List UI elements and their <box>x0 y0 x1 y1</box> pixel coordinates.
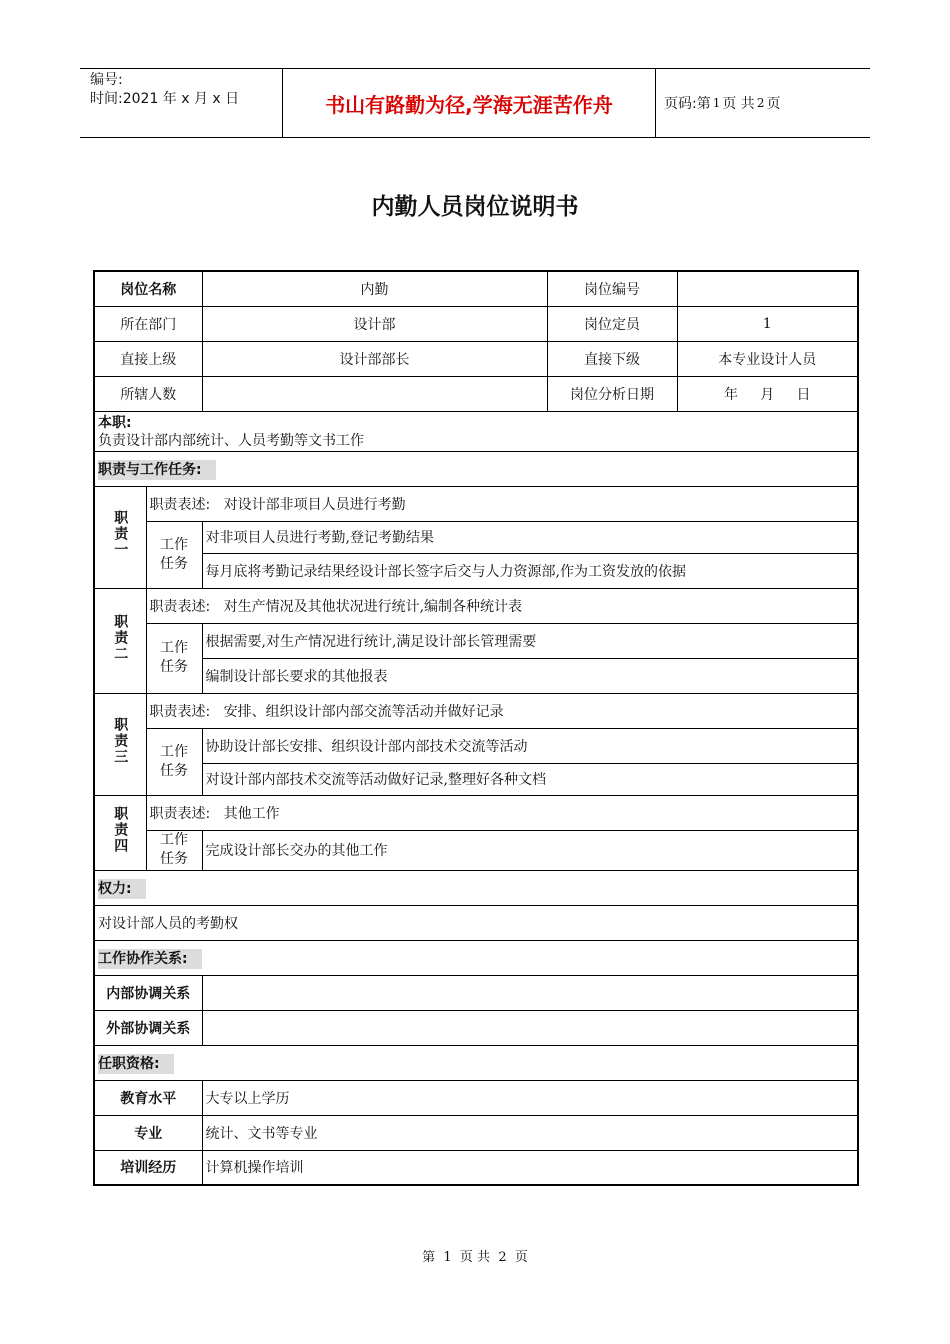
duty-3-name <box>94 693 146 795</box>
position-name-label: 岗位名称 <box>94 271 202 306</box>
duty-2-desc <box>146 588 858 623</box>
header-page-info <box>654 69 870 137</box>
superior-value: 设计部部长 <box>202 341 547 376</box>
education-value: 大专以上学历 <box>202 1080 858 1115</box>
duty-1-task-1: 对非项目人员进行考勤,登记考勤结果 <box>202 521 858 553</box>
power-text: 对设计部人员的考勤权 <box>94 905 858 940</box>
page-number: 1 <box>712 96 721 110</box>
job-description-table <box>93 270 859 1186</box>
duty-1-desc <box>146 486 858 521</box>
document-number: 编号: <box>90 72 123 88</box>
analysis-date-label: 岗位分析日期 <box>547 376 677 411</box>
page-suffix: 页 <box>766 96 781 112</box>
duty-desc-prefix: 职责表述: <box>149 703 211 720</box>
task-label-text: 工作任务 <box>160 832 188 867</box>
duty-4-name-text: 职责四 <box>112 805 129 854</box>
qualification-section-header <box>94 1045 858 1080</box>
duty-1-task-2: 每月底将考勤记录结果经设计部长签字后交与人力资源部,作为工资发放的依据 <box>202 553 858 588</box>
training-value: 计算机操作培训 <box>202 1150 858 1185</box>
footer-prefix: 第 <box>422 1250 436 1265</box>
duty-4-name <box>94 795 146 870</box>
position-code-value <box>677 271 858 306</box>
page-mid: 页 共 <box>722 96 755 112</box>
headcount-label: 岗位定员 <box>547 306 677 341</box>
duty-4-task-label <box>146 830 202 870</box>
position-name-value: 内勤 <box>202 271 547 306</box>
duty-2-task-2: 编制设计部长要求的其他报表 <box>202 658 858 693</box>
duty-3-desc-text: 安排、组织设计部内部交流等活动并做好记录 <box>223 703 504 720</box>
internal-coordination-label: 内部协调关系 <box>94 975 202 1010</box>
core-duty-label: 本职: <box>98 414 132 431</box>
major-value: 统计、文书等专业 <box>202 1115 858 1150</box>
duty-3-desc <box>146 693 858 728</box>
task-label-text: 工作任务 <box>160 640 188 675</box>
document-title: 内勤人员岗位说明书 <box>371 194 579 220</box>
headcount-value: 1 <box>677 306 858 341</box>
footer-page: 1 <box>443 1250 452 1265</box>
cooperation-section-header <box>94 940 858 975</box>
external-coordination-label: 外部协调关系 <box>94 1010 202 1045</box>
document-time: 时间:2021 年 x 月 x 日 <box>90 91 240 107</box>
page-total: 2 <box>756 96 765 110</box>
position-code-label: 岗位编号 <box>547 271 677 306</box>
subordinate-label: 直接下级 <box>547 341 677 376</box>
core-duty-cell <box>94 411 858 451</box>
power-section-header <box>94 870 858 905</box>
cooperation-section-label: 工作协作关系: <box>98 949 202 969</box>
duty-4-desc <box>146 795 858 830</box>
analysis-date-value: 年 月 日 <box>677 376 858 411</box>
footer-suffix: 页 <box>514 1250 528 1265</box>
header-motto: 书山有路勤为径,学海无涯苦作舟 <box>282 69 656 137</box>
internal-coordination-value <box>202 975 858 1010</box>
header-meta <box>80 69 282 137</box>
core-duty-text: 负责设计部内部统计、人员考勤等文书工作 <box>98 432 364 449</box>
duty-1-task-label <box>146 521 202 588</box>
duty-3-task-1: 协助设计部长安排、组织设计部内部技术交流等活动 <box>202 728 858 763</box>
duties-section-label: 职责与工作任务: <box>98 460 216 480</box>
major-label: 专业 <box>94 1115 202 1150</box>
superior-label: 直接上级 <box>94 341 202 376</box>
duty-1-name-text: 职责一 <box>112 510 129 558</box>
external-coordination-value <box>202 1010 858 1045</box>
duty-3-task-2: 对设计部内部技术交流等活动做好记录,整理好各种文档 <box>202 763 858 795</box>
duty-2-name <box>94 588 146 693</box>
duty-desc-prefix: 职责表述: <box>149 598 211 615</box>
education-label: 教育水平 <box>94 1080 202 1115</box>
duty-4-desc-text: 其他工作 <box>223 805 280 822</box>
duty-2-name-text: 职责二 <box>112 613 129 662</box>
power-section-label: 权力: <box>98 879 146 899</box>
duty-2-desc-text: 对生产情况及其他状况进行统计,编制各种统计表 <box>223 598 523 615</box>
training-label: 培训经历 <box>94 1150 202 1185</box>
duty-desc-prefix: 职责表述: <box>149 496 211 513</box>
duties-section-header <box>94 451 858 486</box>
page-prefix: 页码:第 <box>664 96 711 112</box>
footer-mid: 页 共 <box>459 1250 491 1265</box>
subordinate-value: 本专业设计人员 <box>677 341 858 376</box>
duty-desc-prefix: 职责表述: <box>149 805 211 822</box>
task-label-text: 工作任务 <box>160 743 188 779</box>
managed-label: 所辖人数 <box>94 376 202 411</box>
page-header <box>80 68 870 138</box>
department-value: 设计部 <box>202 306 547 341</box>
duty-2-task-label <box>146 623 202 693</box>
managed-value <box>202 376 547 411</box>
qualification-section-label: 任职资格: <box>98 1054 174 1074</box>
duty-4-task-1: 完成设计部长交办的其他工作 <box>202 830 858 870</box>
duty-1-desc-text: 对设计部非项目人员进行考勤 <box>223 496 406 513</box>
task-label-text: 工作任务 <box>160 536 188 572</box>
duty-1-name <box>94 486 146 588</box>
duty-2-task-1: 根据需要,对生产情况进行统计,满足设计部长管理需要 <box>202 623 858 658</box>
department-label: 所在部门 <box>94 306 202 341</box>
duty-3-name-text: 职责三 <box>112 717 129 765</box>
footer-total: 2 <box>498 1250 507 1265</box>
page-footer <box>0 1246 950 1265</box>
duty-3-task-label <box>146 728 202 795</box>
